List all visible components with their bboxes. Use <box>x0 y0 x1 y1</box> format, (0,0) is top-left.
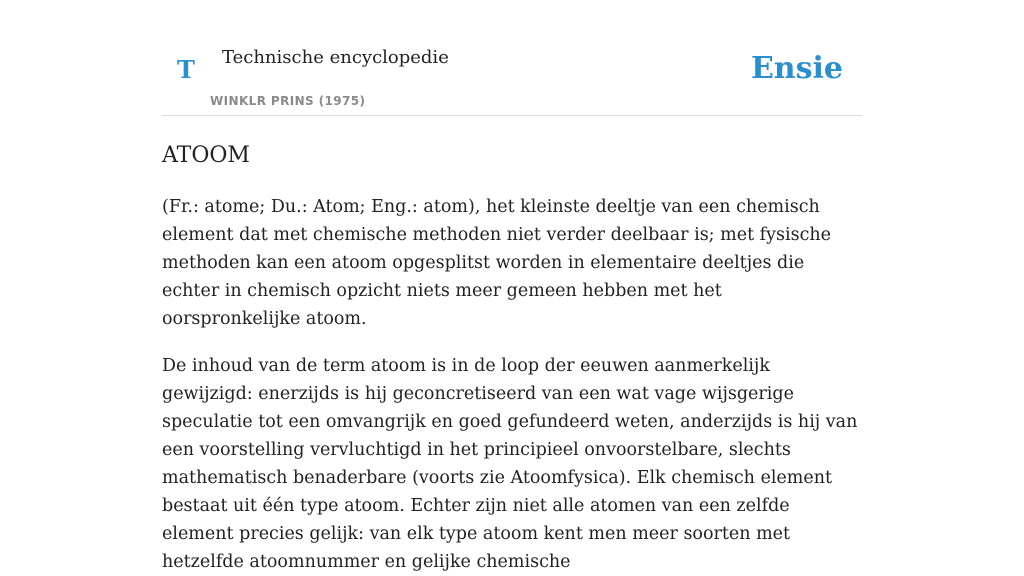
entry-paragraph: (Fr.: atome; Du.: Atom; Eng.: atom), het kleinste deeltje van een chemisch element dat met chemische methoden niet verder deelbaar is; met fysische methoden kan een atoom opgesplitst worden in elementaire deeltjes die echter in chemisch opzicht niets meer gemeen hebben met het oorspronkelijke atoom. <box>162 197 832 329</box>
entry-title: ATOOM <box>162 143 250 168</box>
book-title-link[interactable]: Technische encyclopedie <box>222 47 449 68</box>
book-logo[interactable]: T <box>177 55 195 84</box>
book-source: WINKLR PRINS (1975) <box>210 94 366 108</box>
entry-paragraph: De inhoud van de term atoom is in de loop der eeuwen aanmerkelijk gewijzigd: enerzijds is hij geconcretiseerd van een wat vage wijsgerige speculatie tot een omvangrijk en goed gefundeerd weten, anderzijds is hij van een voorstelling vervluchtigd in het principieel onvoorstelbare, slechts mathematisch benaderbare (voorts zie Atoomfysica). Elk chemisch element bestaat uit één type atoom. Echter zijn niet alle atomen van een zelfde element precies gelijk: van elk type atoom kent men meer soorten met hetzelfde atoomnummer en gelijke chemische <box>162 356 858 572</box>
brand-logo[interactable]: Ensie <box>750 51 843 86</box>
article-page <box>162 0 862 576</box>
article-header <box>162 0 862 116</box>
entry-body <box>162 193 862 576</box>
